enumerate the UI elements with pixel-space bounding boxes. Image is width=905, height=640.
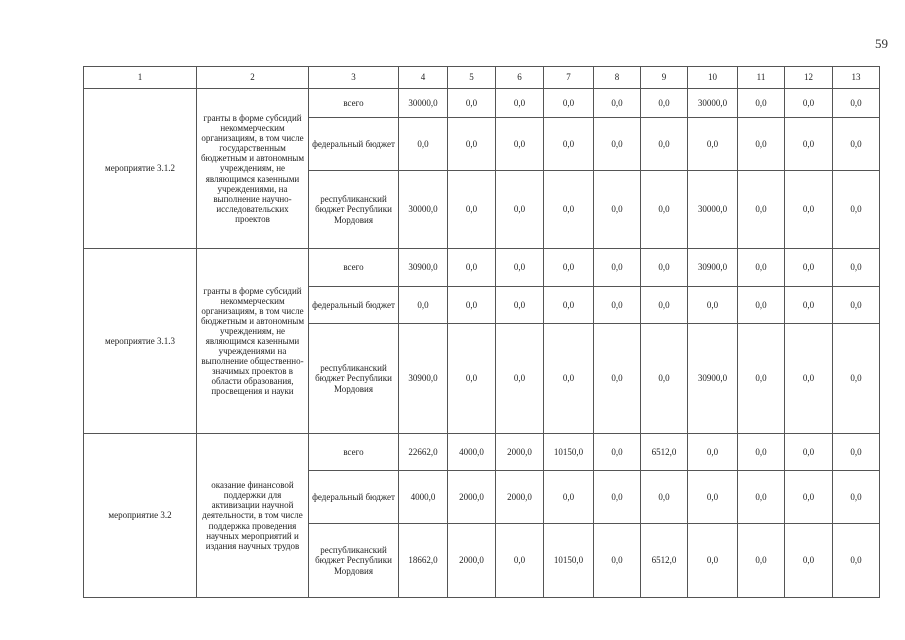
amount-cell: 0,0 (448, 89, 496, 118)
header-row (84, 67, 880, 89)
amount-cell: 0,0 (738, 89, 785, 118)
amount-cell: 0,0 (448, 249, 496, 287)
column-header-11: 11 (738, 67, 785, 89)
amount-cell: 0,0 (833, 287, 880, 324)
amount-cell: 0,0 (399, 287, 448, 324)
amount-cell: 0,0 (688, 118, 738, 171)
amount-cell: 0,0 (738, 171, 785, 249)
amount-cell: 30900,0 (688, 324, 738, 434)
column-header-5: 5 (448, 67, 496, 89)
column-header-1: 1 (84, 67, 197, 89)
amount-cell: 6512,0 (641, 524, 688, 598)
amount-cell: 0,0 (496, 524, 544, 598)
budget-table (83, 66, 880, 598)
funding-source: федеральный бюджет (309, 118, 399, 171)
column-header-3: 3 (309, 67, 399, 89)
column-header-10: 10 (688, 67, 738, 89)
amount-cell: 0,0 (641, 249, 688, 287)
amount-cell: 0,0 (496, 89, 544, 118)
amount-cell: 0,0 (448, 324, 496, 434)
amount-cell: 0,0 (688, 471, 738, 524)
amount-cell: 0,0 (544, 249, 594, 287)
page-number: 59 (875, 36, 888, 51)
funding-source: всего (309, 249, 399, 287)
amount-cell: 0,0 (448, 171, 496, 249)
amount-cell: 18662,0 (399, 524, 448, 598)
column-header-4: 4 (399, 67, 448, 89)
amount-cell: 0,0 (688, 524, 738, 598)
column-header-13: 13 (833, 67, 880, 89)
amount-cell: 0,0 (785, 249, 833, 287)
amount-cell: 0,0 (544, 324, 594, 434)
activity-description: гранты в форме субсидий некоммерческим организациям, в том числе государственным бюджетным и автономным учреждениям, не являющимся казенными учреждениями, на выполнение научно-исследовательских проектов (197, 89, 309, 249)
amount-cell: 2000,0 (496, 434, 544, 471)
amount-cell: 0,0 (641, 118, 688, 171)
amount-cell: 0,0 (833, 249, 880, 287)
amount-cell: 10150,0 (544, 524, 594, 598)
amount-cell: 0,0 (738, 471, 785, 524)
amount-cell: 0,0 (544, 287, 594, 324)
amount-cell: 22662,0 (399, 434, 448, 471)
amount-cell: 0,0 (738, 324, 785, 434)
column-header-2: 2 (197, 67, 309, 89)
amount-cell: 0,0 (833, 471, 880, 524)
amount-cell: 30900,0 (399, 249, 448, 287)
amount-cell: 0,0 (738, 434, 785, 471)
funding-source: федеральный бюджет (309, 287, 399, 324)
amount-cell: 0,0 (688, 287, 738, 324)
amount-cell: 0,0 (448, 118, 496, 171)
amount-cell: 0,0 (785, 324, 833, 434)
amount-cell: 0,0 (641, 287, 688, 324)
amount-cell: 0,0 (738, 118, 785, 171)
amount-cell: 30000,0 (688, 171, 738, 249)
column-header-9: 9 (641, 67, 688, 89)
amount-cell: 0,0 (833, 434, 880, 471)
amount-cell: 0,0 (448, 287, 496, 324)
amount-cell: 0,0 (688, 434, 738, 471)
amount-cell: 0,0 (399, 118, 448, 171)
amount-cell: 0,0 (833, 171, 880, 249)
amount-cell: 0,0 (594, 524, 641, 598)
activity-description: оказание финансовой поддержки для активизации научной деятельности, в том числе поддержка проведения научных мероприятий и издания научных трудов (197, 434, 309, 598)
table-row (84, 89, 880, 118)
activity-name: мероприятие 3.2 (84, 434, 197, 598)
amount-cell: 0,0 (785, 89, 833, 118)
amount-cell: 6512,0 (641, 434, 688, 471)
funding-source: всего (309, 434, 399, 471)
amount-cell: 0,0 (641, 89, 688, 118)
amount-cell: 0,0 (785, 118, 833, 171)
amount-cell: 0,0 (594, 434, 641, 471)
funding-source: республиканский бюджет Республики Мордовия (309, 524, 399, 598)
amount-cell: 30000,0 (399, 171, 448, 249)
amount-cell: 4000,0 (399, 471, 448, 524)
amount-cell: 0,0 (594, 324, 641, 434)
amount-cell: 0,0 (833, 118, 880, 171)
amount-cell: 30900,0 (688, 249, 738, 287)
amount-cell: 2000,0 (496, 471, 544, 524)
amount-cell: 0,0 (641, 471, 688, 524)
amount-cell: 0,0 (496, 171, 544, 249)
amount-cell: 0,0 (544, 471, 594, 524)
amount-cell: 0,0 (544, 89, 594, 118)
amount-cell: 0,0 (738, 287, 785, 324)
amount-cell: 0,0 (496, 287, 544, 324)
amount-cell: 0,0 (594, 249, 641, 287)
amount-cell: 2000,0 (448, 524, 496, 598)
amount-cell: 0,0 (594, 287, 641, 324)
table-row (84, 434, 880, 471)
amount-cell: 0,0 (785, 471, 833, 524)
amount-cell: 0,0 (641, 324, 688, 434)
amount-cell: 2000,0 (448, 471, 496, 524)
amount-cell: 0,0 (594, 171, 641, 249)
amount-cell: 0,0 (785, 524, 833, 598)
amount-cell: 0,0 (785, 434, 833, 471)
amount-cell: 0,0 (833, 324, 880, 434)
activity-description: гранты в форме субсидий некоммерческим организациям, в том числе бюджетным и автономным учреждениям, не являющимся казенными учреждениями на выполнение общественно-значимых проектов в области образования, просвещения и науки (197, 249, 309, 434)
column-header-12: 12 (785, 67, 833, 89)
column-header-8: 8 (594, 67, 641, 89)
activity-name: мероприятие 3.1.2 (84, 89, 197, 249)
amount-cell: 30000,0 (688, 89, 738, 118)
amount-cell: 0,0 (738, 524, 785, 598)
amount-cell: 4000,0 (448, 434, 496, 471)
amount-cell: 0,0 (641, 171, 688, 249)
amount-cell: 0,0 (594, 471, 641, 524)
activity-name: мероприятие 3.1.3 (84, 249, 197, 434)
amount-cell: 0,0 (833, 89, 880, 118)
amount-cell: 10150,0 (544, 434, 594, 471)
amount-cell: 0,0 (785, 171, 833, 249)
funding-source: федеральный бюджет (309, 471, 399, 524)
amount-cell: 0,0 (594, 89, 641, 118)
funding-source: республиканский бюджет Республики Мордовия (309, 171, 399, 249)
funding-source: всего (309, 89, 399, 118)
amount-cell: 30900,0 (399, 324, 448, 434)
amount-cell: 0,0 (496, 324, 544, 434)
funding-source: республиканский бюджет Республики Мордовия (309, 324, 399, 434)
amount-cell: 0,0 (496, 118, 544, 171)
table-row (84, 249, 880, 287)
amount-cell: 30000,0 (399, 89, 448, 118)
column-header-6: 6 (496, 67, 544, 89)
amount-cell: 0,0 (594, 118, 641, 171)
amount-cell: 0,0 (544, 118, 594, 171)
column-header-7: 7 (544, 67, 594, 89)
amount-cell: 0,0 (738, 249, 785, 287)
amount-cell: 0,0 (496, 249, 544, 287)
amount-cell: 0,0 (544, 171, 594, 249)
amount-cell: 0,0 (785, 287, 833, 324)
amount-cell: 0,0 (833, 524, 880, 598)
